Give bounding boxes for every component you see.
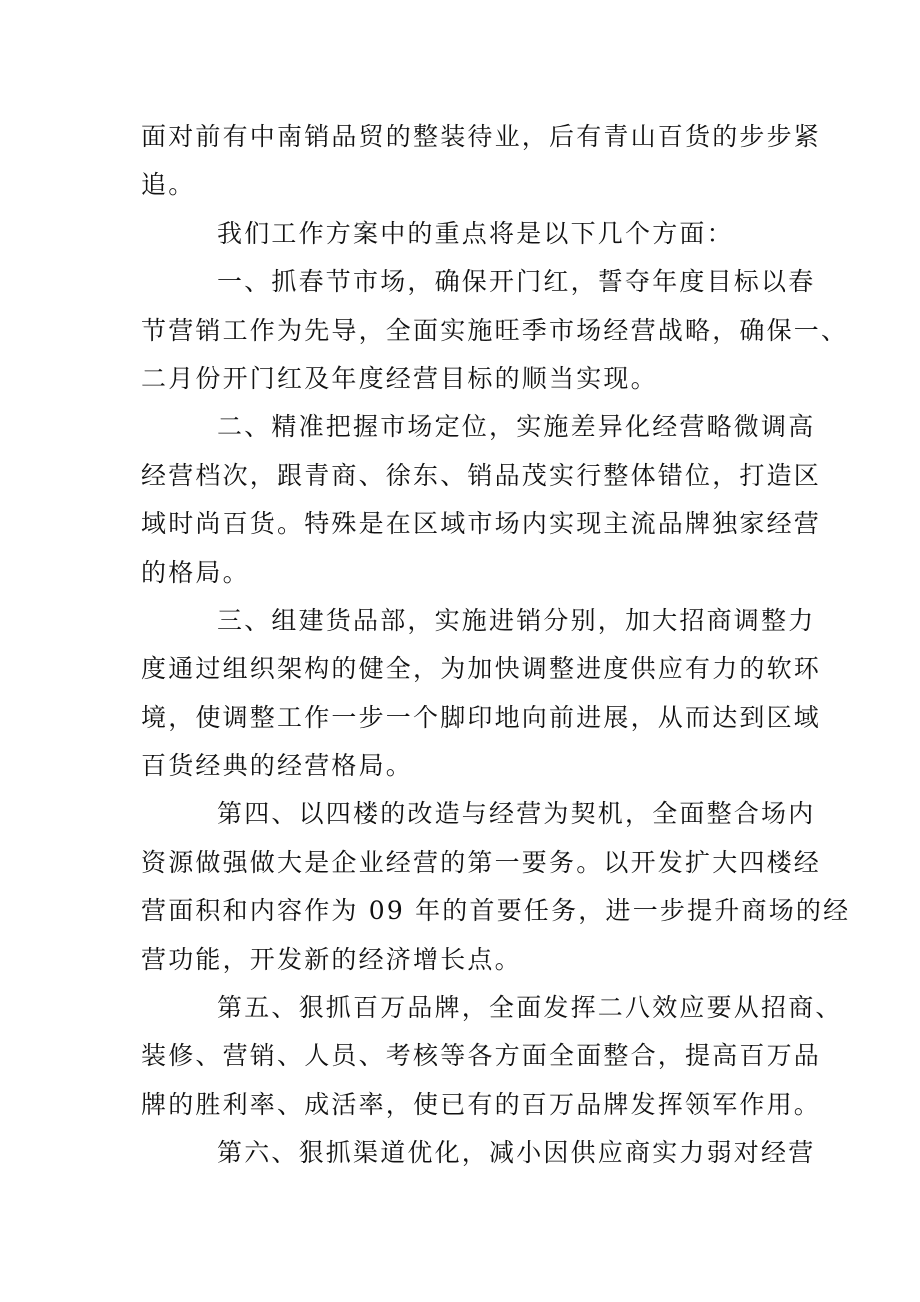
text-line: 三、组建货品部，实施进销分别，加大招商调整力: [217, 605, 816, 635]
paragraph-item-2: [141, 403, 822, 597]
paragraph-item-1: [141, 258, 849, 403]
text-line: 资源做强做大是企业经营的第一要务。以开发扩大四楼经: [141, 847, 822, 877]
paragraph-item-4: [141, 790, 851, 984]
text-line: 第五、狠抓百万品牌，全面发挥二八效应要从招商、: [217, 993, 843, 1023]
text-line: 的格局。: [141, 557, 250, 587]
text-line: 节营销工作为先导，全面实施旺季市场经营战略，确保一、: [141, 315, 849, 345]
text-line: 百货经典的经营格局。: [141, 751, 414, 781]
text-line: 第四、以四楼的改造与经营为契机，全面整合场内: [217, 799, 816, 829]
text-line: 面对前有中南销品贸的整装待业，后有青山百货的步步紧: [141, 122, 822, 151]
text-line: 追。: [141, 170, 196, 200]
text-line: 第六、狠抓渠道优化，减小因供应商实力弱对经营: [217, 1138, 816, 1168]
text-line: 二月份开门红及年度经营目标的顺当实现。: [141, 363, 658, 393]
text-line: 牌的胜利率、成活率，使已有的百万品牌发挥领军作用。: [141, 1089, 822, 1119]
paragraph-focus: [141, 210, 781, 258]
document-body: [141, 113, 851, 1178]
paragraph-intro-tail: [141, 113, 822, 210]
text-line: 二、精准把握市场定位，实施差异化经营略微调高: [217, 412, 816, 442]
text-line: 我们工作方案中的重点将是以下几个方面：: [217, 218, 734, 248]
text-line: 度通过组织架构的健全，为加快调整进度供应有力的软环: [141, 654, 822, 684]
text-line: 营面积和内容作为 09 年的首要任务，进一步提升商场的经: [141, 896, 851, 926]
text-line: 域时尚百货。特殊是在区域市场内实现主流品牌独家经营: [141, 509, 822, 539]
text-line: 经营档次，跟青商、徐东、销品茂实行整体错位，打造区: [141, 460, 822, 490]
text-line: 一、抓春节市场，确保开门红，誓夺年度目标以春: [217, 267, 816, 297]
text-line: 营功能，开发新的经济增长点。: [141, 944, 522, 974]
paragraph-item-6: [141, 1129, 816, 1177]
paragraph-item-3: [141, 597, 822, 791]
text-line: 境，使调整工作一步一个脚印地向前进展，从而达到区域: [141, 702, 822, 732]
paragraph-item-5: [141, 984, 843, 1129]
text-line: 装修、营销、人员、考核等各方面全面整合，提高百万品: [141, 1041, 822, 1071]
